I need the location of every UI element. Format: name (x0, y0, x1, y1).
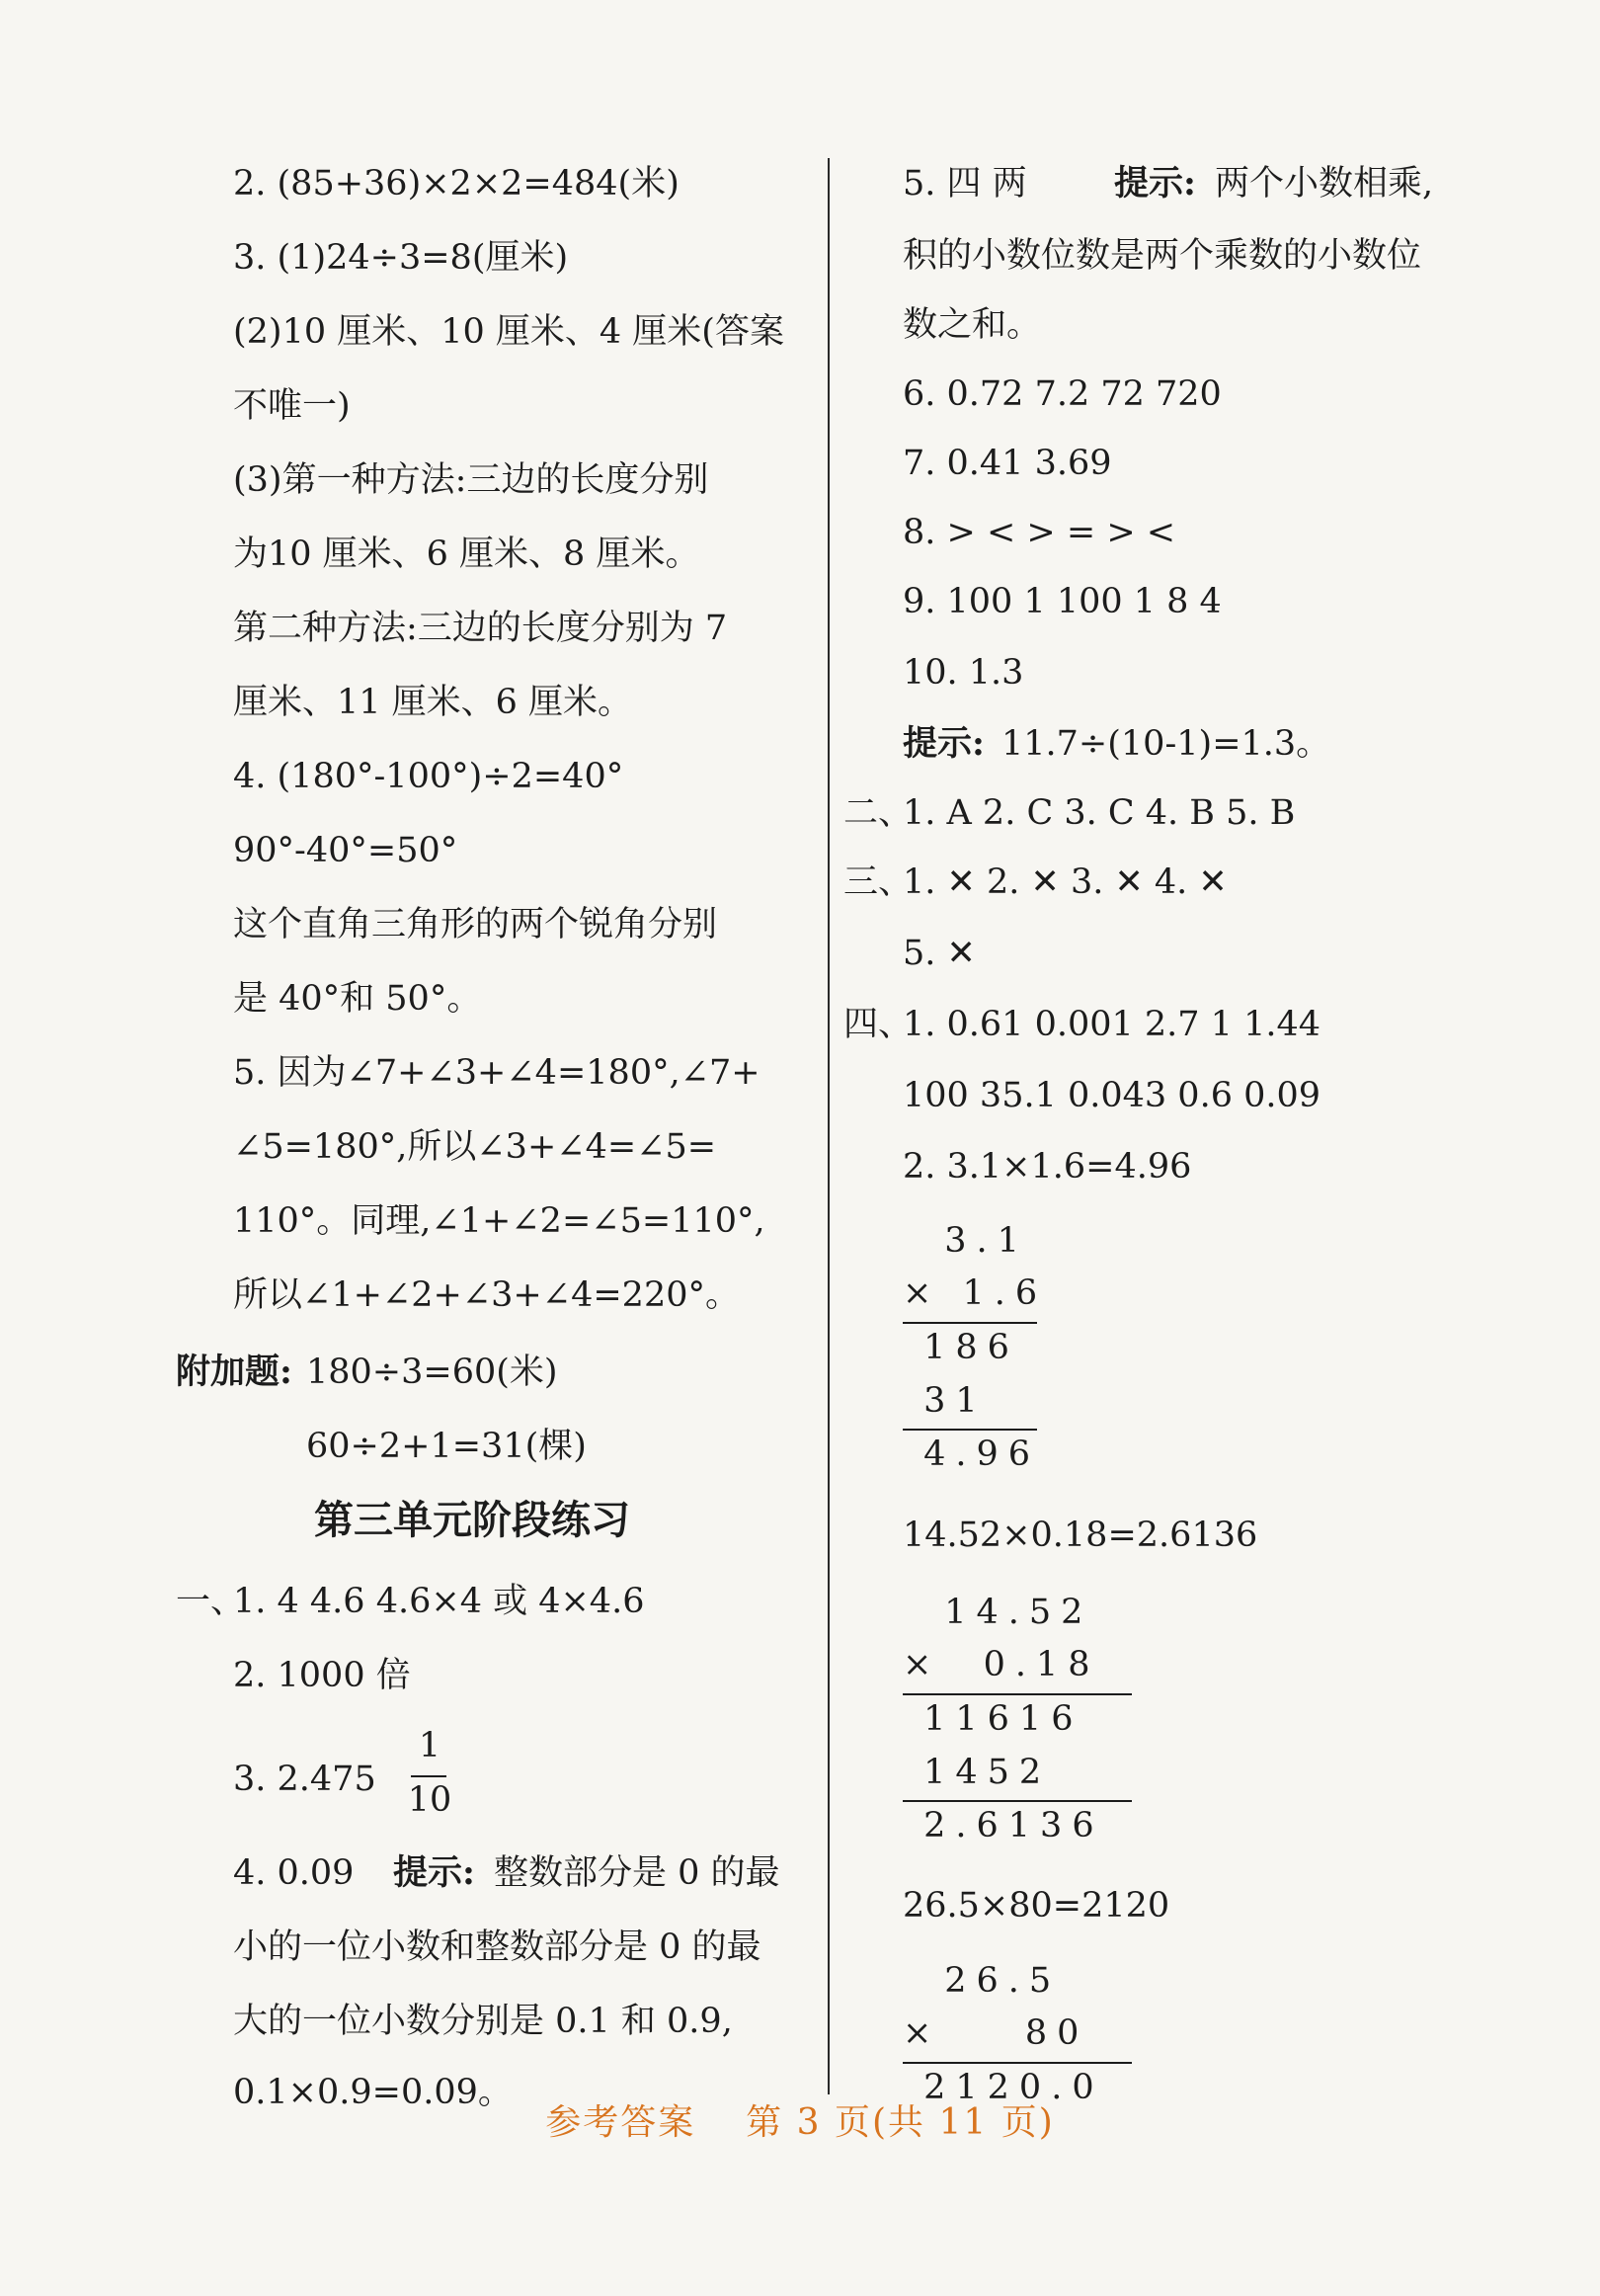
answer-line: 积的小数位数是两个乘数的小数位 (903, 236, 1422, 276)
fraction-numerator: 1 (418, 1726, 441, 1765)
answer-line: 1. 0.61 0.001 2.7 1 1.44 (903, 1005, 1321, 1044)
answer-line: 5. 四 两 (903, 164, 1027, 204)
calc-row: 4.96 (903, 1435, 1041, 1474)
answer-line: 3. 2.475 (233, 1760, 376, 1799)
answer-line: 所以∠1+∠2+∠3+∠4=220°。 (233, 1275, 740, 1315)
section-prefix: 二、 (843, 793, 914, 833)
answer-line: 1. ✕ 2. ✕ 3. ✕ 4. ✕ (903, 862, 1228, 902)
answer-line: 整数部分是 0 的最 (494, 1853, 780, 1893)
answer-line: 不唯一) (233, 386, 351, 426)
answer-line: 6. 0.72 7.2 72 720 (903, 374, 1222, 414)
calc-row: 31 (903, 1381, 988, 1421)
fraction-bar (411, 1775, 446, 1777)
answer-line: 90°-40°=50° (233, 831, 458, 870)
footer-label: 参考答案 (545, 2102, 696, 2143)
answer-line: 2. 3.1×1.6=4.96 (903, 1147, 1192, 1187)
column-divider (828, 158, 830, 2094)
calc-line (903, 1322, 1037, 1324)
page-footer (0, 2094, 1600, 2145)
answer-line: 2. 1000 倍 (233, 1656, 411, 1695)
section-prefix: 四、 (843, 1005, 914, 1044)
answer-line: 1. 4 4.6 4.6×4 或 4×4.6 (233, 1582, 645, 1621)
calc-row: × 1.6 (903, 1273, 1048, 1313)
answer-line: (3)第一种方法:三边的长度分别 (233, 460, 709, 500)
hint-label: 提示: (393, 1852, 475, 1893)
calc-row: 14.52 (903, 1593, 1093, 1632)
answer-line: 小的一位小数和整数部分是 0 的最 (233, 1927, 761, 1967)
calc-row: 186 (903, 1328, 1019, 1367)
answer-line: 数之和。 (903, 305, 1042, 345)
answer-line: 大的一位小数分别是 0.1 和 0.9, (233, 2002, 733, 2041)
answer-line: 100 35.1 0.043 0.6 0.09 (903, 1076, 1321, 1115)
answer-line: 是 40°和 50°。 (233, 979, 482, 1019)
calc-row: × 80 (903, 2013, 1089, 2053)
section-title: 第三单元阶段练习 (314, 1498, 630, 1543)
answer-line: 110°。同理,∠1+∠2=∠5=110°, (233, 1201, 765, 1241)
answer-line: (2)10 厘米、10 厘米、4 厘米(答案 (233, 312, 784, 352)
calc-line (903, 1800, 1132, 1802)
extra-answer-line: 60÷2+1=31(棵) (306, 1427, 587, 1466)
calc-row: 26.5 (903, 1961, 1062, 2001)
answer-line: 1. A 2. C 3. C 4. B 5. B (903, 793, 1296, 833)
calc-row: 2.6136 (903, 1806, 1104, 1845)
answer-line: 这个直角三角形的两个锐角分别 (233, 905, 718, 944)
calc-row: × 0.18 (903, 1645, 1100, 1684)
section-prefix: 三、 (843, 862, 914, 902)
calc-line (903, 2062, 1132, 2064)
column-multiplication (903, 1221, 1080, 1478)
answer-line: 9. 100 1 100 1 8 4 (903, 582, 1222, 621)
answer-line: 2. (85+36)×2×2=484(米) (233, 164, 680, 204)
answer-line: 两个小数相乘, (1215, 164, 1434, 204)
answer-line: 7. 0.41 3.69 (903, 444, 1112, 483)
footer-page-number: 第 3 页(共 11 页) (746, 2102, 1055, 2143)
answer-line: 26.5×80=2120 (903, 1886, 1170, 1926)
extra-answer-line: 180÷3=60(米) (306, 1353, 558, 1392)
answer-line: 4. 0.09 (233, 1853, 355, 1893)
answer-line: ∠5=180°,所以∠3+∠4=∠5= (233, 1127, 717, 1167)
answer-line: 5. ✕ (903, 934, 976, 973)
answer-line: 5. 因为∠7+∠3+∠4=180°,∠7+ (233, 1053, 760, 1093)
answer-line: 10. 1.3 (903, 653, 1024, 693)
answer-line: 0.1×0.9=0.09。 (233, 2073, 513, 2112)
section-prefix: 一、 (176, 1582, 246, 1621)
extra-question-label: 附加题: (176, 1352, 292, 1392)
calc-row: 11616 (903, 1699, 1083, 1739)
calc-line (903, 1693, 1132, 1695)
answer-line: 14.52×0.18=2.6136 (903, 1516, 1258, 1555)
answer-line: 4. (180°-100°)÷2=40° (233, 757, 624, 796)
answer-line: 厘米、11 厘米、6 厘米。 (233, 683, 633, 722)
calc-row: 3.1 (903, 1221, 1029, 1261)
answer-line: 11.7÷(10-1)=1.3。 (1001, 724, 1331, 764)
column-multiplication (903, 1593, 1160, 1859)
fraction-denominator: 10 (407, 1780, 452, 1820)
calc-row: 1452 (903, 1753, 1052, 1792)
answer-line: 3. (1)24÷3=8(厘米) (233, 238, 569, 278)
answer-line: 为10 厘米、6 厘米、8 厘米。 (233, 534, 700, 574)
calc-row: 2120.0 (903, 2068, 1104, 2107)
hint-label: 提示: (1114, 163, 1196, 204)
calc-line (903, 1429, 1037, 1431)
answer-line: 8. > < > = > < (903, 513, 1176, 552)
answer-line: 第二种方法:三边的长度分别为 7 (233, 609, 728, 648)
hint-label: 提示: (903, 723, 985, 764)
